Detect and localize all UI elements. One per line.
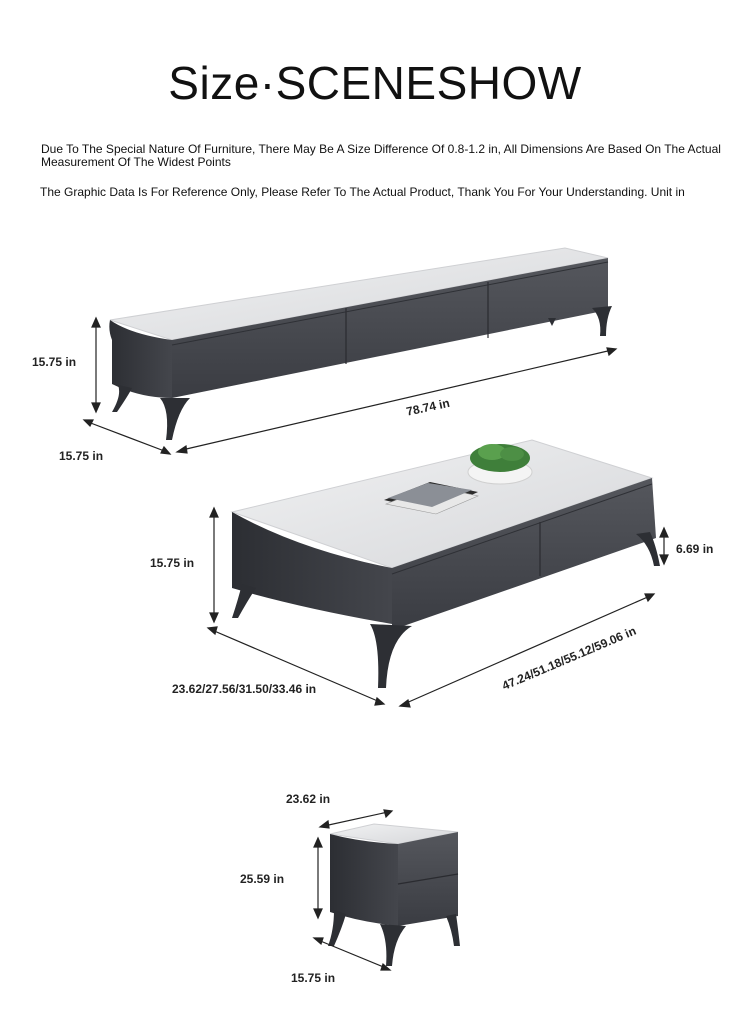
coffee-table-length-options-label: 47.24/51.18/55.12/59.06 in — [500, 623, 639, 693]
tv-cabinet-height-label: 15.75 in — [32, 355, 77, 369]
nightstand-width-label: 23.62 in — [286, 792, 331, 806]
coffee-table-height-label: 15.75 in — [150, 556, 195, 570]
page-title: Size·SCENESHOW — [168, 57, 582, 109]
reference-note: The Graphic Data Is For Reference Only, Please Refer To The Actual Product, Thank You For Your Understanding. Unit in — [40, 185, 685, 199]
nightstand-depth-label: 15.75 in — [291, 971, 336, 985]
coffee-table-illustration — [208, 440, 668, 707]
tv-cabinet-length-label: 78.74 in — [405, 395, 451, 419]
size-difference-note: Due To The Special Nature Of Furniture, There May Be A Size Difference Of 0.8-1.2 in, All Dimensions Are Based On The Actual Measurement Of The Widest Points — [41, 142, 721, 169]
tv-cabinet-depth-label: 15.75 in — [59, 449, 104, 463]
nightstand-illustration — [314, 810, 460, 970]
tv-cabinet-illustration — [84, 248, 616, 454]
coffee-table-drawer-height-label: 6.69 in — [676, 542, 714, 556]
coffee-table-width-options-label: 23.62/27.56/31.50/33.46 in — [172, 682, 317, 696]
nightstand-height-label: 25.59 in — [240, 872, 285, 886]
